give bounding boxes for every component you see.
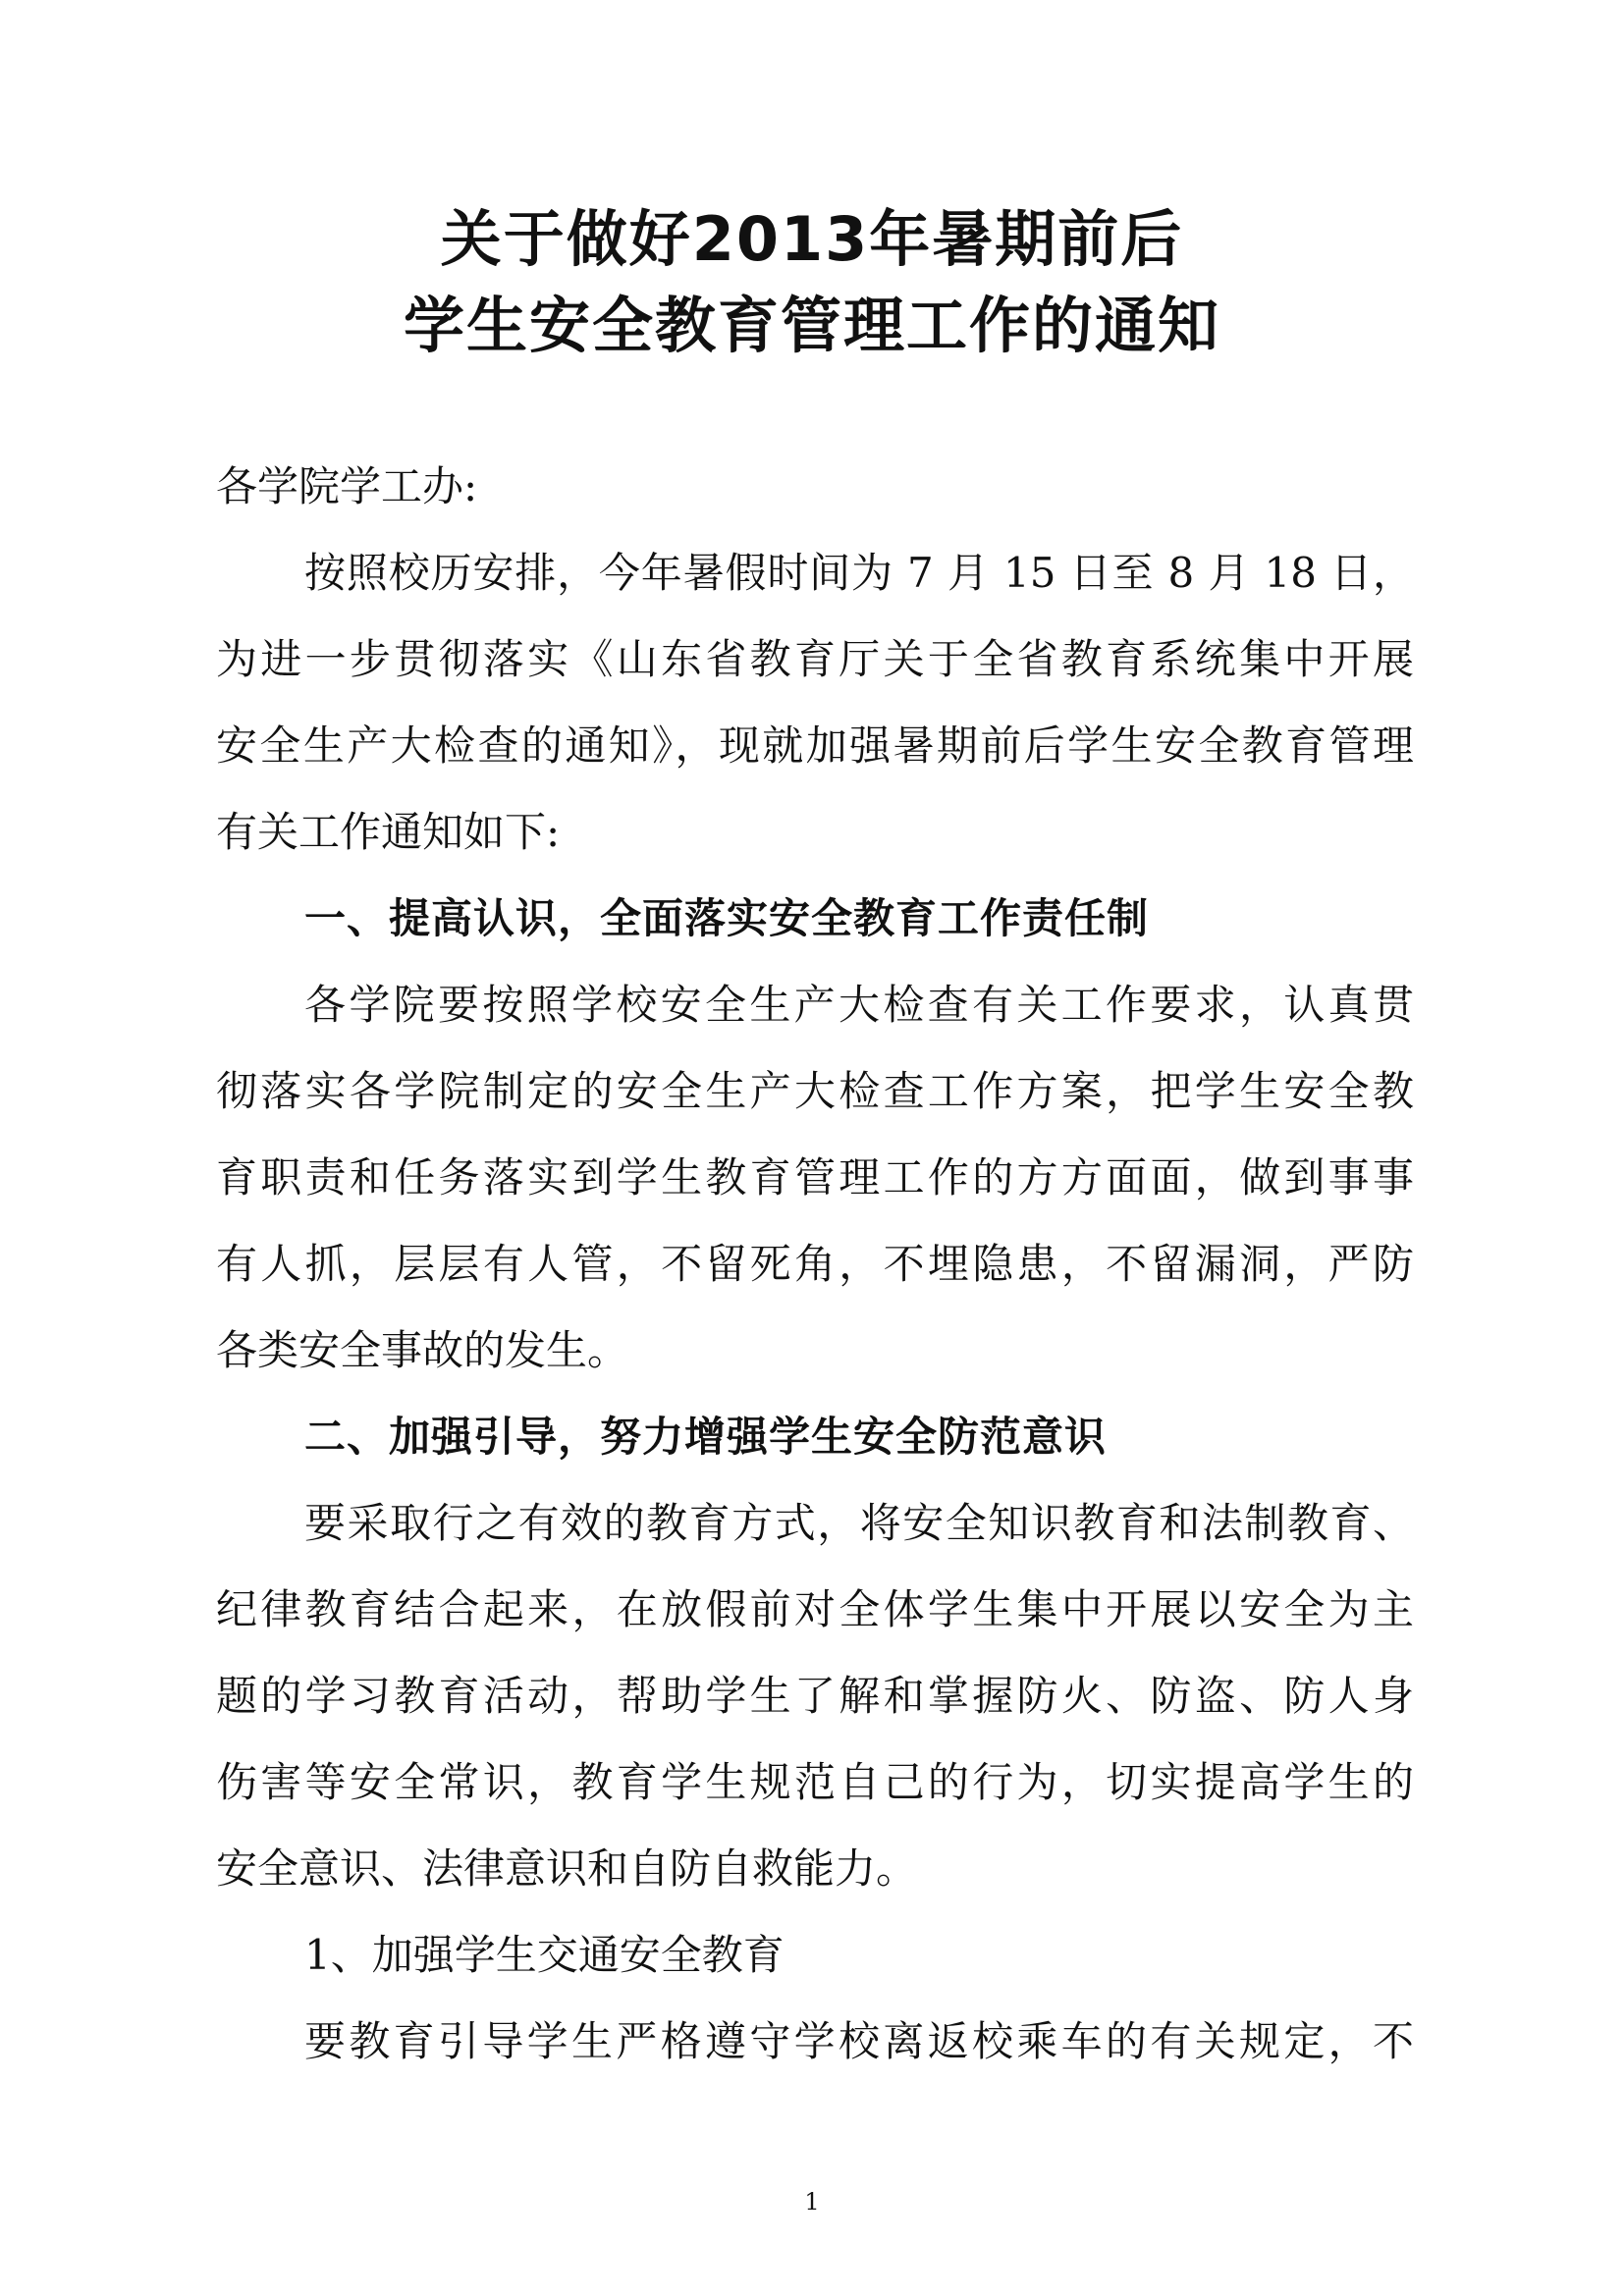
intro-line-3: 安全生产大检查的通知》，现就加强暑期前后学生安全教育管理 [216, 721, 1414, 770]
section-1-line-3: 育职责和任务落实到学生教育管理工作的方方面面，做到事事 [216, 1153, 1414, 1201]
subsection-1-heading: 1、加强学生交通安全教育 [304, 1931, 785, 1979]
intro-line-1: 按照校历安排，今年暑假时间为 7 月 15 日至 8 月 18 日， [304, 549, 1414, 597]
section-2-line-1: 要采取行之有效的教育方式，将安全知识教育和法制教育、 [304, 1499, 1414, 1547]
section-1-heading: 一、提高认识，全面落实安全教育工作责任制 [304, 894, 1150, 942]
section-1-line-1: 各学院要按照学校安全生产大检查有关工作要求，认真贯 [304, 981, 1414, 1029]
section-2-line-5: 安全意识、法律意识和自防自救能力。 [216, 1844, 918, 1893]
intro-line-4: 有关工作通知如下: [216, 808, 561, 856]
section-1-line-4: 有人抓，层层有人管，不留死角，不埋隐患，不留漏洞，严防 [216, 1240, 1414, 1288]
page-number: 1 [804, 2188, 820, 2216]
title-line-2: 学生安全教育管理工作的通知 [403, 290, 1220, 361]
section-1-line-5: 各类安全事故的发生。 [216, 1326, 629, 1374]
intro-line-2: 为进一步贯彻落实《山东省教育厅关于全省教育系统集中开展 [216, 635, 1414, 683]
section-2-line-4: 伤害等安全常识，教育学生规范自己的行为，切实提高学生的 [216, 1758, 1414, 1806]
subsection-1-line-1: 要教育引导学生严格遵守学校离返校乘车的有关规定，不 [304, 2017, 1414, 2065]
salutation: 各学院学工办: [216, 462, 478, 510]
section-2-line-3: 题的学习教育活动，帮助学生了解和掌握防火、防盗、防人身 [216, 1672, 1414, 1720]
title-line-1: 关于做好2013年暑期前后 [440, 203, 1184, 275]
section-2-heading: 二、加强引导，努力增强学生安全防范意识 [304, 1413, 1108, 1461]
section-2-line-2: 纪律教育结合起来，在放假前对全体学生集中开展以安全为主 [216, 1585, 1414, 1633]
section-1-line-2: 彻落实各学院制定的安全生产大检查工作方案，把学生安全教 [216, 1067, 1414, 1115]
